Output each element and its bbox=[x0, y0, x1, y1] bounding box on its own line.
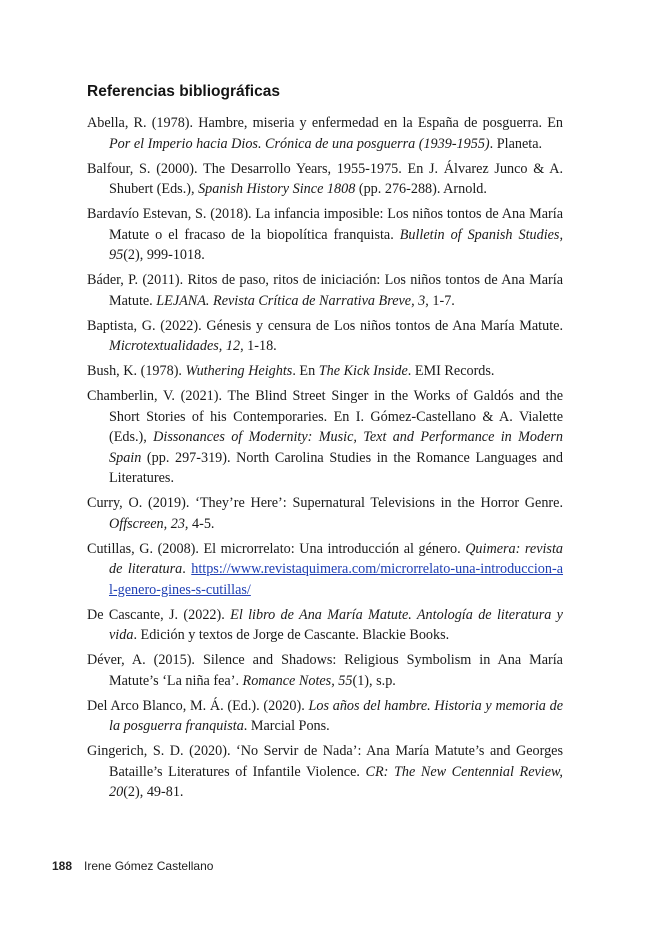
reference-entry bbox=[87, 696, 563, 737]
reference-text: . En bbox=[292, 363, 319, 379]
reference-text: , 1-18. bbox=[240, 338, 277, 354]
reference-entry bbox=[87, 316, 563, 357]
reference-text: Silence and Shadows: Religious Symbolism in Ana María Matute’s ‘La niña fea’. bbox=[109, 652, 563, 689]
reference-text: . Planeta. bbox=[489, 135, 543, 152]
reference-text: . Edición y textos de Jorge de Cascante. Blackie Books. bbox=[133, 627, 450, 643]
reference-title: Dissonances of Modernity: Music, Text and Performance in Modern Spain bbox=[109, 429, 563, 466]
reference-text: La infancia imposible: Los niños tontos de Ana María Matute o el fracaso de la biopolítica franquista. bbox=[109, 206, 563, 243]
reference-text: Hambre, miseria y enfermedad en la España de posguerra. En bbox=[198, 115, 563, 131]
reference-entry bbox=[87, 741, 563, 803]
reference-authors: Baptista, G. (2022). bbox=[87, 317, 207, 334]
reference-title: Quimera: revista de literatura bbox=[109, 540, 563, 577]
reference-authors: Gingerich, S. D. (2020). bbox=[87, 743, 237, 759]
page-footer bbox=[52, 859, 213, 873]
reference-text: The Desarrollo Years, 1955-1975. En J. Álvarez Junco & A. Shubert (Eds.), bbox=[109, 160, 564, 197]
reference-authors: Déver, A. (2015). bbox=[87, 652, 203, 668]
reference-title: The Kick Inside bbox=[318, 363, 408, 379]
reference-text: Génesis y censura de Los niños tontos de Ana María Matute. bbox=[206, 317, 563, 334]
reference-title: CR: The New Centennial Review, 20 bbox=[109, 763, 563, 800]
page-number: 188 bbox=[52, 859, 73, 873]
reference-text: , 4-5. bbox=[184, 515, 215, 532]
reference-entry bbox=[87, 650, 563, 691]
reference-authors: Curry, O. (2019). bbox=[87, 495, 196, 511]
reference-entry bbox=[87, 204, 563, 266]
reference-title: Spanish History Since 1808 bbox=[198, 181, 356, 197]
reference-text: ‘They’re Here’: Supernatural Televisions in the Horror Genre. bbox=[195, 495, 564, 511]
reference-title: Microtextualidades, 12 bbox=[109, 338, 241, 354]
section-heading: Referencias bibliográficas bbox=[87, 83, 280, 100]
reference-authors: Cutillas, G. (2008). bbox=[87, 540, 204, 557]
reference-text: El microrrelato: Una introducción al género. bbox=[203, 540, 466, 557]
reference-authors: Báder, P. (2011). bbox=[87, 272, 188, 288]
reference-title: Los años del hambre. Historia y memoria de la posguerra franquista bbox=[109, 697, 563, 734]
reference-authors: Chamberlin, V. (2021). bbox=[87, 388, 228, 404]
reference-title: Wuthering Heights bbox=[185, 363, 293, 379]
reference-text: , 1-7. bbox=[425, 292, 455, 309]
reference-authors: Del Arco Blanco, M. Á. (Ed.). (2020). bbox=[87, 697, 309, 714]
reference-text: (2), 49-81. bbox=[123, 784, 184, 800]
reference-text: . EMI Records. bbox=[407, 363, 495, 379]
reference-title: Romance Notes, 55 bbox=[242, 672, 353, 689]
reference-authors: Bush, K. (1978). bbox=[87, 363, 186, 379]
reference-entry bbox=[87, 386, 563, 489]
reference-entry bbox=[87, 159, 563, 200]
reference-authors: Bardavío Estevan, S. (2018). bbox=[87, 206, 256, 222]
reference-list bbox=[87, 113, 563, 807]
reference-title: Bulletin of Spanish Studies, 95 bbox=[109, 226, 564, 263]
reference-text: (2), 999-1018. bbox=[123, 247, 205, 263]
reference-entry bbox=[87, 539, 563, 601]
reference-text: . Marcial Pons. bbox=[243, 718, 330, 734]
reference-text: (1), s.p. bbox=[352, 672, 396, 689]
reference-text: ‘No Servir de Nada’: Ana María Matute’s and Georges Bataille’s Literatures of Infantile Violence. bbox=[109, 743, 563, 780]
reference-title: El libro de Ana María Matute. Antología de literatura y vida bbox=[109, 606, 563, 643]
reference-text: Ritos de paso, ritos de iniciación: Los niños tontos de Ana María Matute. bbox=[109, 272, 564, 309]
reference-title: LEJANA. Revista Crítica de Narrativa Breve, 3 bbox=[156, 292, 426, 309]
reference-title: Offscreen, 23 bbox=[109, 515, 185, 532]
reference-text: The Blind Street Singer in the Works of Galdós and the Short Stories of his Contemporaries. En I. Gómez-Castellano & A. Vialette (Eds.), bbox=[109, 388, 563, 445]
reference-text: . bbox=[182, 561, 192, 577]
reference-title: Por el Imperio hacia Dios. Crónica de una posguerra (1939-1955) bbox=[109, 135, 490, 152]
reference-entry bbox=[87, 493, 563, 534]
reference-authors: De Cascante, J. (2022). bbox=[87, 606, 231, 623]
reference-entry bbox=[87, 361, 563, 382]
reference-text: (pp. 276-288). Arnold. bbox=[355, 181, 487, 197]
running-author: Irene Gómez Castellano bbox=[84, 859, 214, 873]
reference-text: (pp. 297-319). North Carolina Studies in the Romance Languages and Literatures. bbox=[109, 449, 563, 486]
reference-link[interactable]: https://www.revistaquimera.com/microrrelato-una-introduccion-al-genero-gines-s-cutillas/ bbox=[109, 561, 564, 598]
reference-entry bbox=[87, 113, 563, 154]
reference-entry bbox=[87, 270, 563, 311]
reference-authors: Balfour, S. (2000). bbox=[87, 160, 204, 177]
reference-entry bbox=[87, 605, 563, 646]
reference-authors: Abella, R. (1978). bbox=[87, 115, 199, 131]
